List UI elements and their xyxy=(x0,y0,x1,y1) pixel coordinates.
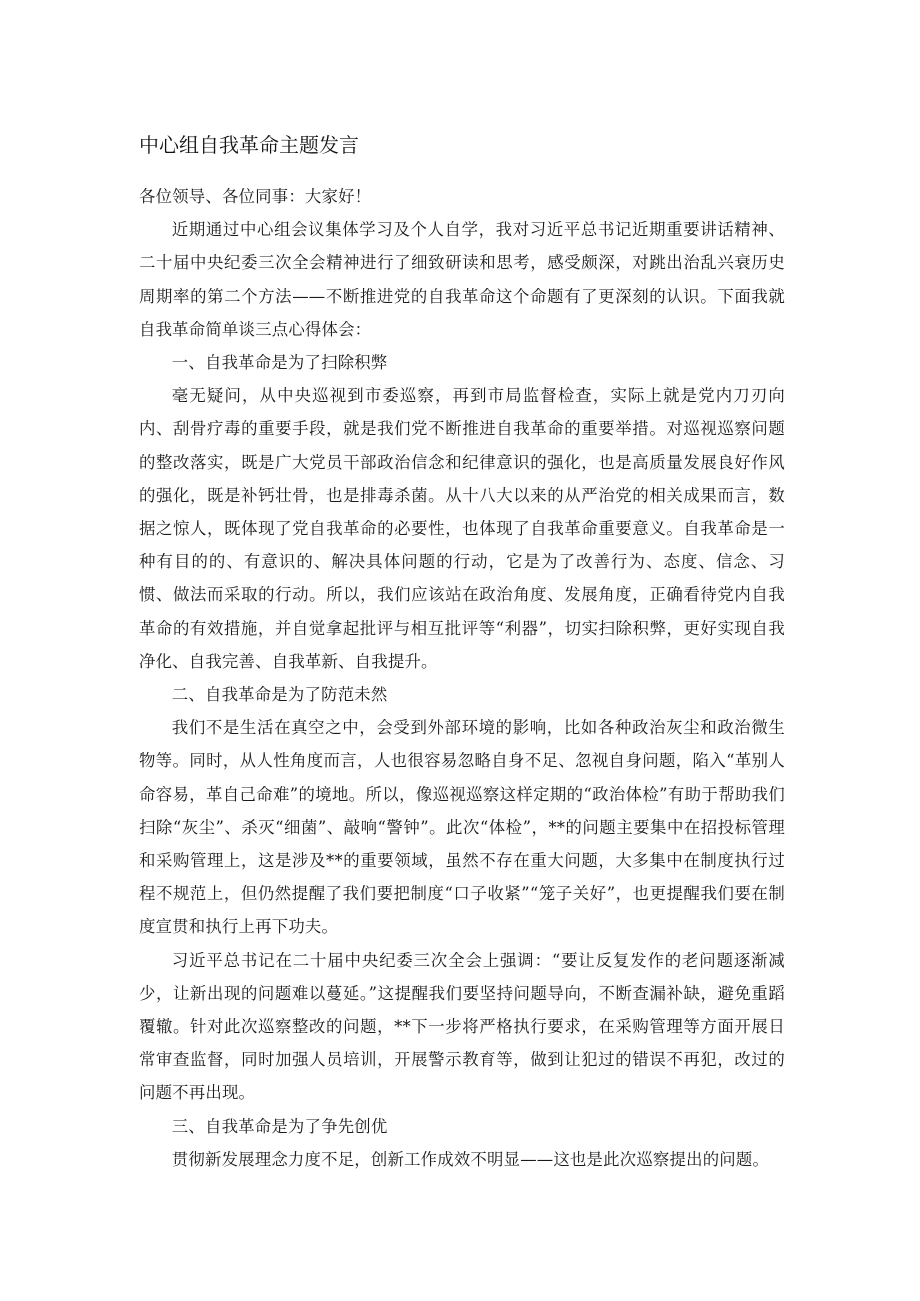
document-body xyxy=(139,180,785,1176)
section-heading-2: 二、自我革命是为了防范未然 xyxy=(171,685,388,705)
section-heading-1: 一、自我革命是为了扫除积弊 xyxy=(171,353,388,373)
paragraph-section-2a: 我们不是生活在真空之中，会受到外部环境的影响，比如各种政治灰尘和政治微生物等。同时，从人性角度而言，人也很容易忽略自身不足、忽视自身问题，陷入“革别人命容易，革自己命难”的境地。所以，像巡视巡察这样定期的“政治体检”有助于帮助我们扫除“灰尘”、杀灭“细菌”、敲响“警钟”。此次“体检”，**的问题主要集中在招投标管理和采购管理上，这是涉及**的重要领域，虽然不存在重大问题，大多集中在制度执行过程不规范上，但仍然提醒了我们要把制度“口子收紧”“笼子关好”，也更提醒我们要在制度宣贯和执行上再下功夫。 xyxy=(139,718,785,937)
salutation: 各位领导、各位同事：大家好！ xyxy=(139,187,372,206)
document-title: 中心组自我革命主题发言 xyxy=(139,133,359,157)
paragraph-section-3: 贯彻新发展理念力度不足，创新工作成效不明显——这也是此次巡察提出的问题。 xyxy=(171,1149,770,1169)
paragraph-intro: 近期通过中心组会议集体学习及个人自学，我对习近平总书记近期重要讲话精神、二十届中央纪委三次全会精神进行了细致研读和思考，感受颇深，对跳出治乱兴衰历史周期率的第二个方法——不断推进党的自我革命这个命题有了更深刻的认识。下面我就自我革命简单谈三点心得体会： xyxy=(139,220,785,339)
section-heading-3: 三、自我革命是为了争先创优 xyxy=(171,1116,388,1136)
paragraph-section-1: 毫无疑问，从中央巡视到市委巡察，再到市局监督检查，实际上就是党内刀刃向内、刮骨疗毒的重要手段，就是我们党不断推进自我革命的重要举措。对巡视巡察问题的整改落实，既是广大党员干部政治信念和纪律意识的强化，也是高质量发展良好作风的强化，既是补钙壮骨，也是排毒杀菌。从十八大以来的从严治党的相关成果而言，数据之惊人，既体现了党自我革命的必要性，也体现了自我革命重要意义。自我革命是一种有目的的、有意识的、解决具体问题的行动，它是为了改善行为、态度、信念、习惯、做法而采取的行动。所以，我们应该站在政治角度、发展角度，正确看待党内自我革命的有效措施，并自觉拿起批评与相互批评等“利器”，切实扫除积弊，更好实现自我净化、自我完善、自我革新、自我提升。 xyxy=(139,386,785,671)
paragraph-section-2b: 习近平总书记在二十届中央纪委三次全会上强调：“要让反复发作的老问题逐渐减少，让新出现的问题难以蔓延。”这提醒我们要坚持问题导向，不断查漏补缺，避免重蹈覆辙。针对此次巡察整改的问题，**下一步将严格执行要求，在采购管理等方面开展日常审查监督，同时加强人员培训，开展警示教育等，做到让犯过的错误不再犯，改过的问题不再出现。 xyxy=(139,950,785,1103)
